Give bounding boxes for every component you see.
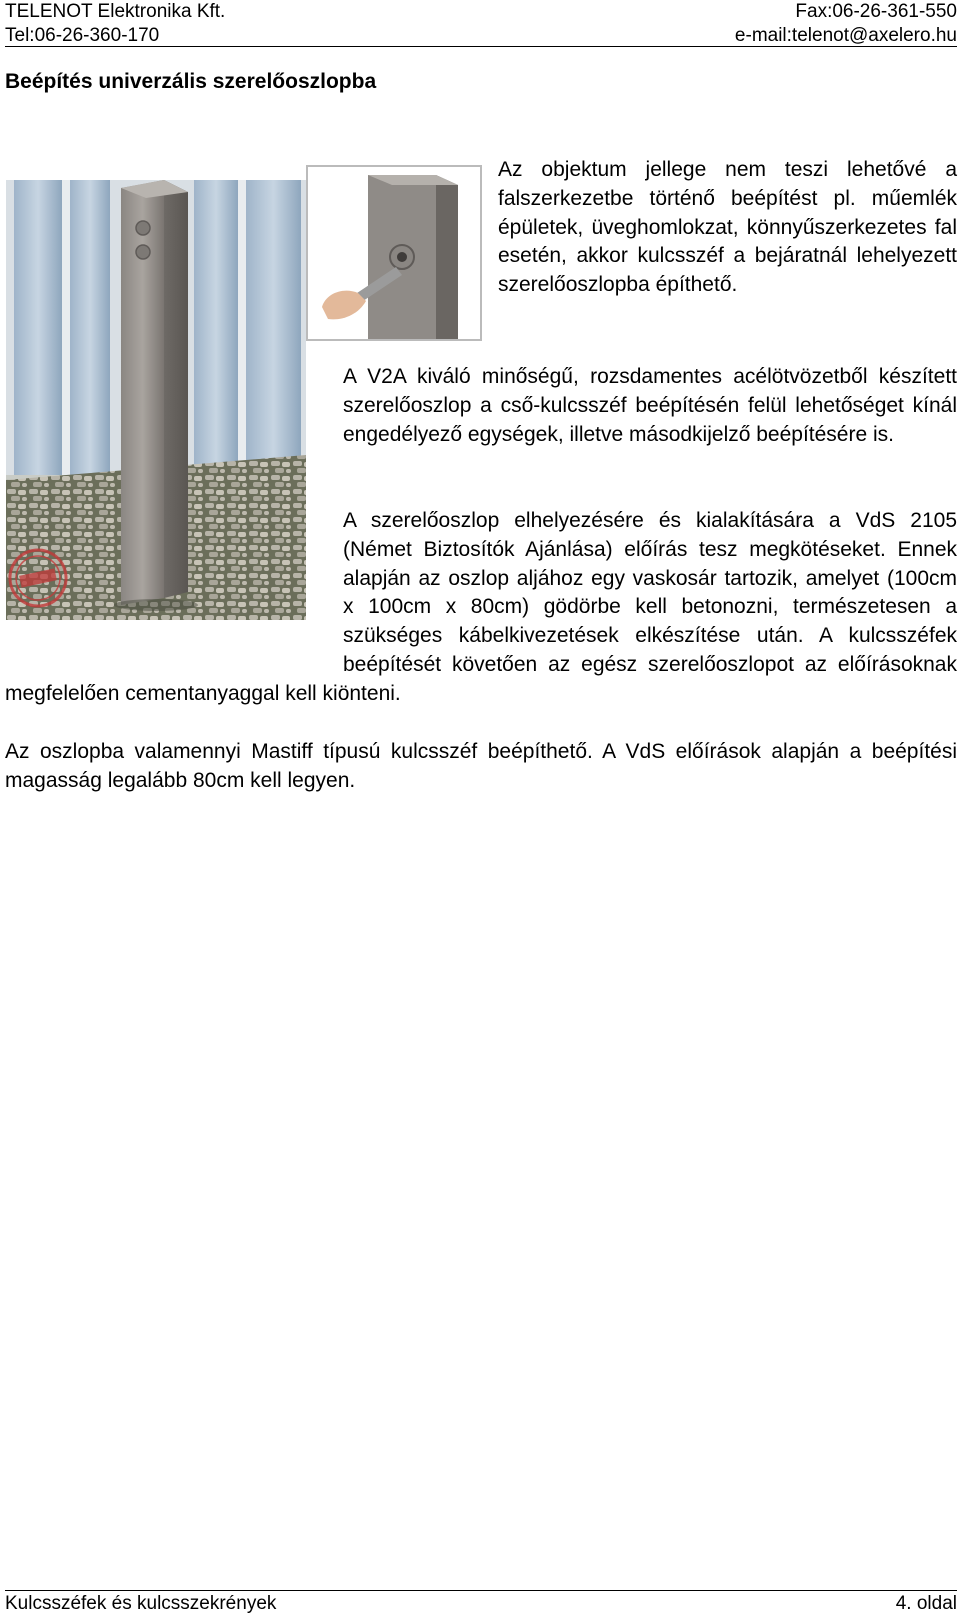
- inset-photo-key-insertion: [306, 165, 482, 341]
- paragraph-3-text: A szerelőoszlop elhelyezésére és kialakítására a VdS 2105 (Német Biztosítók Ajánlása) előírás tesz megkötéseket. Ennek alapján az oszlop aljához egy vaskosár tartozik, amelyet (100cm x 100cm x 80cm) gödörbe kell betonozni, természetesen a szükséges kábelkivezetések elkészítése után. A kulcsszéfek beépítését követően az egész szerelőoszlopot az előírásoknak megfelelően cementanyaggal kell kiönteni.: [5, 509, 957, 705]
- page-footer: [5, 1590, 957, 1617]
- page-title: Beépítés univerzális szerelőoszlopba: [5, 70, 377, 93]
- paragraph-2: A V2A kiváló minőségű, rozsdamentes acélötvözetből készített szerelőoszlop a cső-kulcsszéf beépítésén felül lehetőséget kínál engedélyező egységek, illetve másodkijelző beépítésére is.: [343, 365, 957, 446]
- header-company: TELENOT Elektronika Kft.: [5, 1, 226, 22]
- page-header: [5, 0, 957, 47]
- text-wrap-spacer: [5, 507, 343, 651]
- header-tel: Tel:06-26-360-170: [5, 25, 160, 46]
- paragraph-3: [5, 507, 957, 709]
- header-fax: Fax:06-26-361-550: [795, 1, 957, 22]
- header-email: e-mail:telenot@axelero.hu: [734, 25, 957, 46]
- paragraph-1: Az objektum jellege nem teszi lehetővé a falszerkezetbe történő beépítést pl. műemlék épületek, üveghomlokzat, könnyűszerkezetes fal esetén, akkor kulcsszéf a bejáratnál lehelyezett szerelőoszlopba építhető.: [498, 158, 957, 297]
- page-number: 4. oldal: [895, 1593, 957, 1614]
- footer-title: Kulcsszéfek és kulcsszekrények: [5, 1593, 277, 1614]
- paragraph-4: Az oszlopba valamennyi Mastiff típusú kulcsszéf beépíthető. A VdS előírások alapján a beépítési magasság legalább 80cm kell legyen.: [5, 740, 957, 792]
